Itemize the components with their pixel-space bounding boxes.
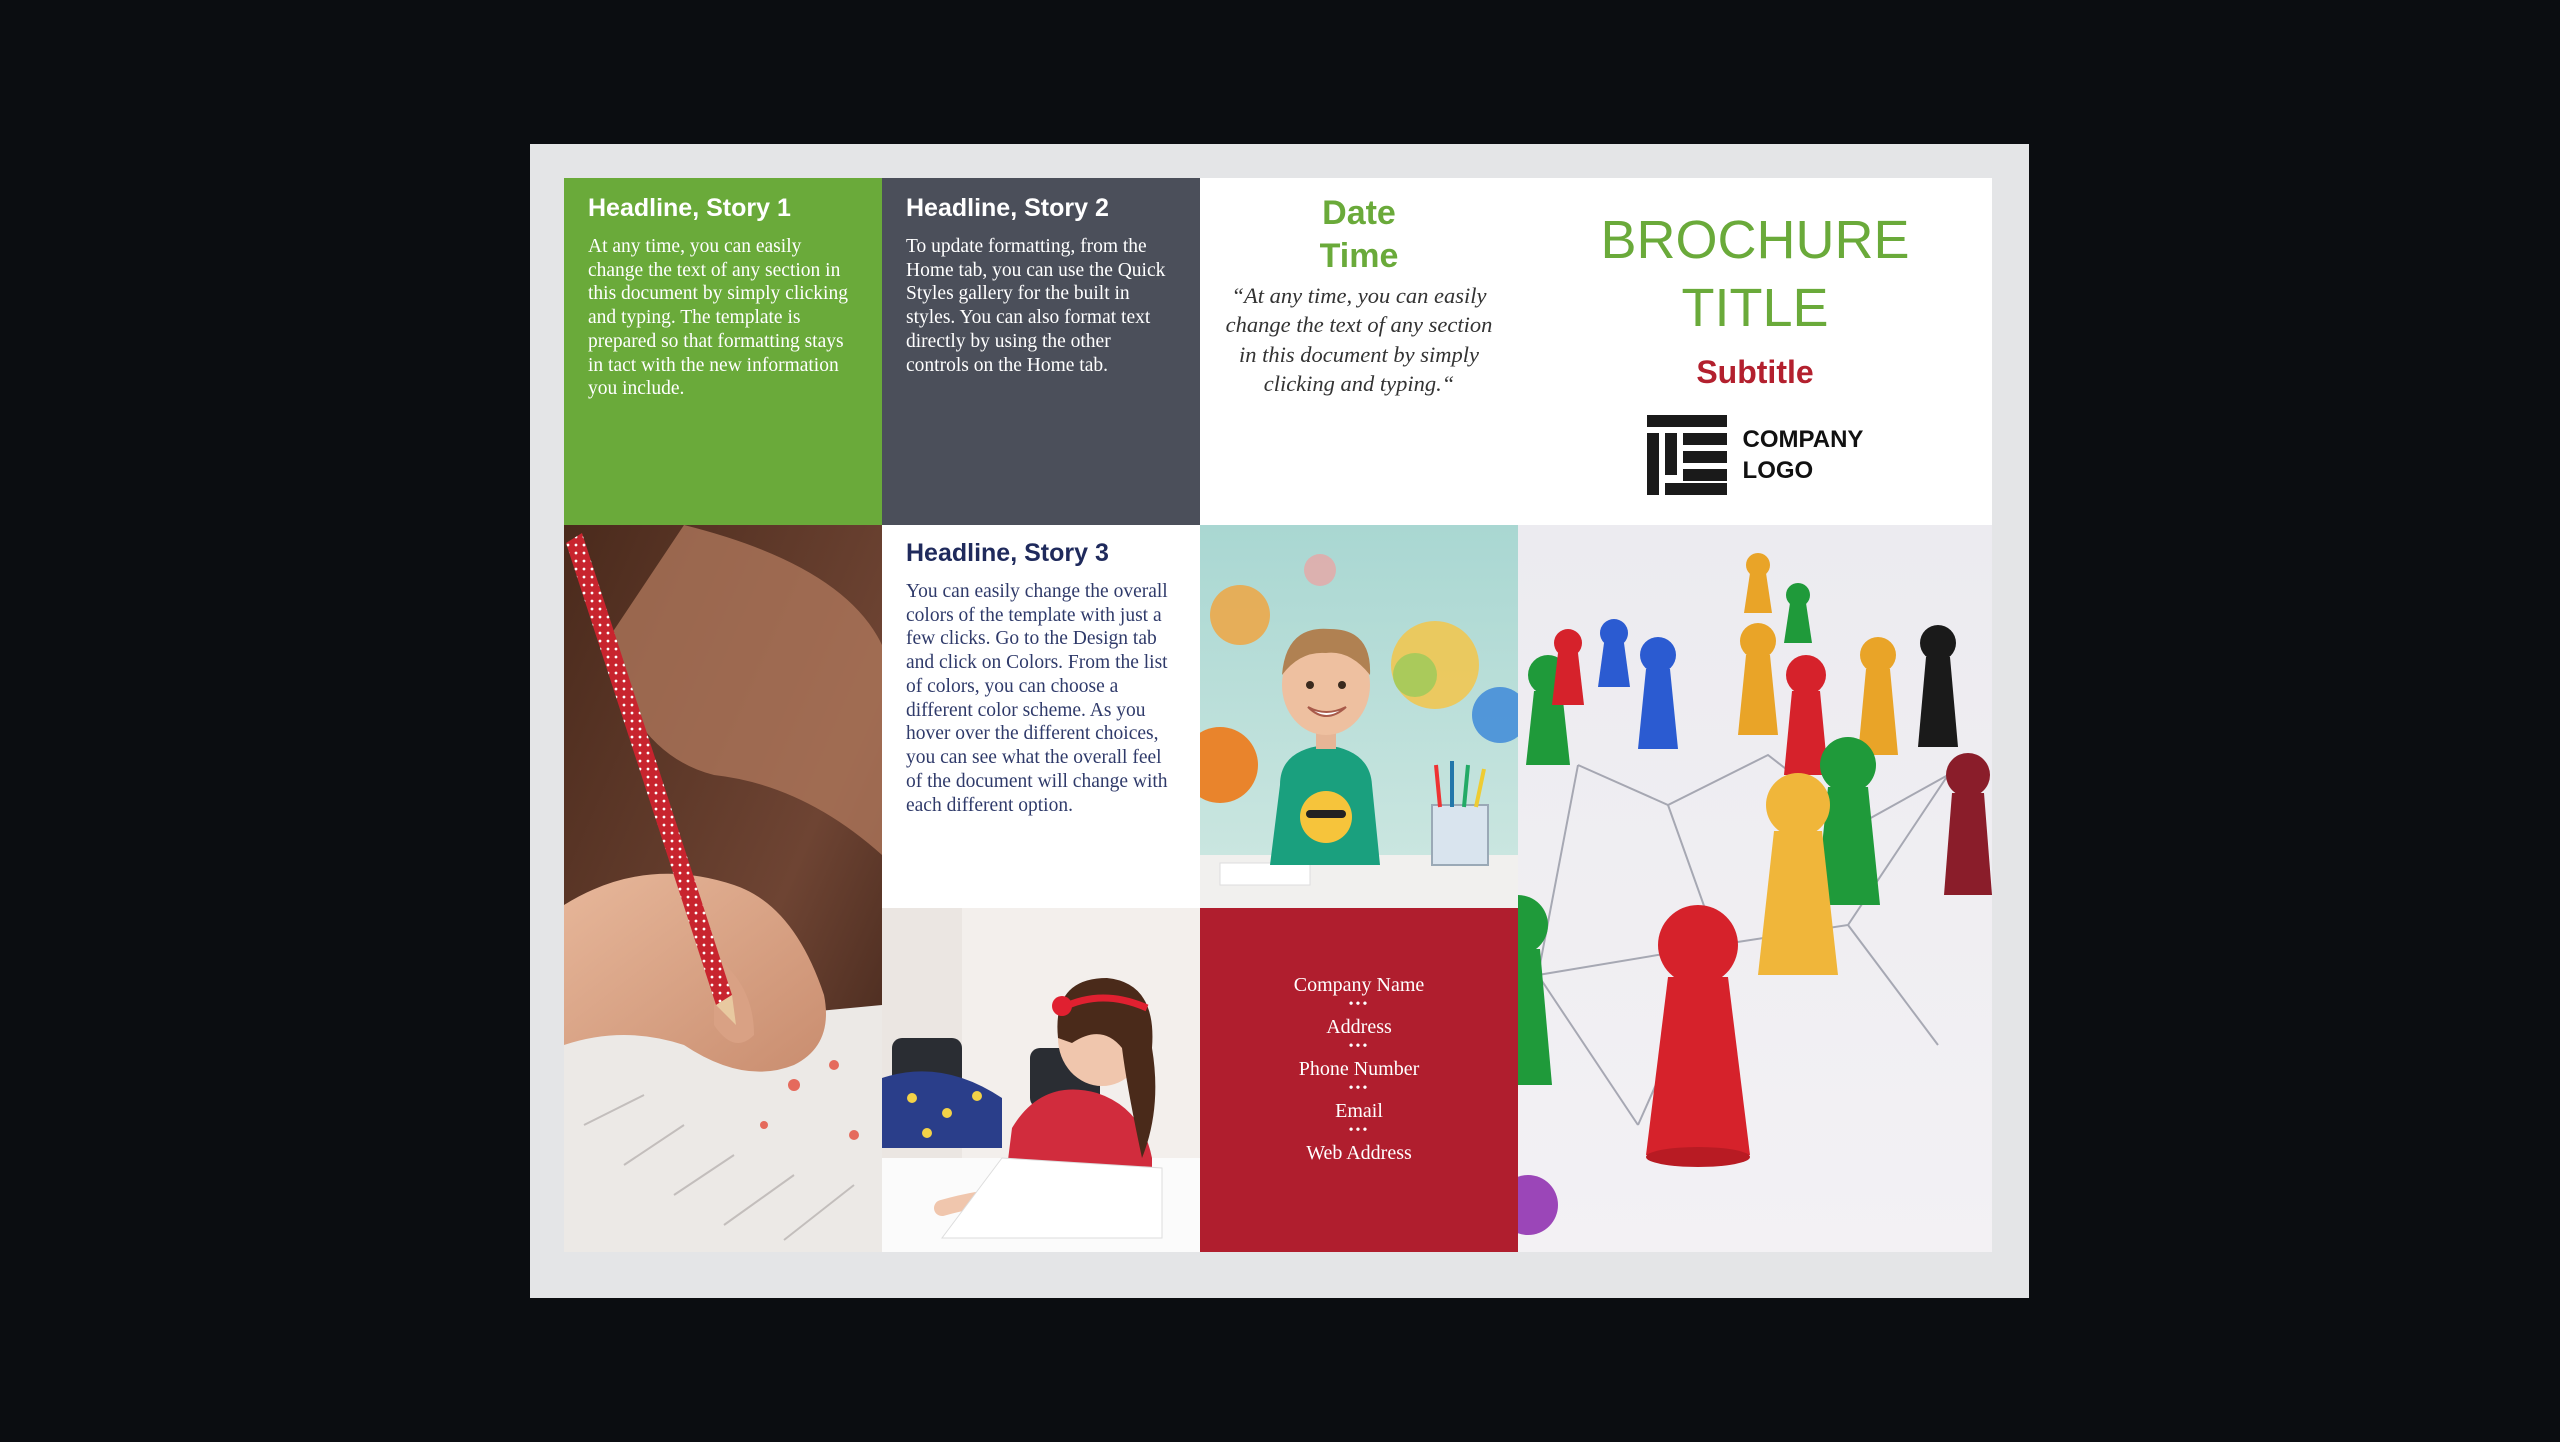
logo-mark-icon <box>1647 415 1727 495</box>
story-2-panel <box>882 178 1200 525</box>
date-time-panel <box>1200 178 1518 525</box>
game-pieces-photo <box>1518 525 1992 1252</box>
cover-panel <box>1518 178 1992 525</box>
web-address[interactable]: Web Address <box>1306 1142 1412 1164</box>
logo-text-line-2: LOGO <box>1742 457 1814 484</box>
smiling-boy-photo <box>1200 525 1518 908</box>
separator-dots: ••• <box>1348 1123 1370 1138</box>
story-2-body[interactable]: To update formatting, from the Home tab, you can use the Quick Styles gallery for the built in styles. You can also format text directly by using the other controls on the Home tab. <box>906 235 1166 376</box>
story-3-panel <box>882 525 1200 908</box>
company-name[interactable]: Company Name <box>1293 974 1425 996</box>
phone-number[interactable]: Phone Number <box>1298 1058 1420 1080</box>
girl-drawing-photo <box>882 908 1200 1252</box>
date-label[interactable]: Date <box>1322 194 1396 232</box>
brochure-sheet <box>530 144 2029 1298</box>
time-label[interactable]: Time <box>1319 236 1399 275</box>
separator-dots: ••• <box>1348 997 1370 1012</box>
email[interactable]: Email <box>1335 1100 1383 1122</box>
story-1-panel <box>564 178 882 525</box>
brochure-page <box>564 178 1992 1252</box>
address[interactable]: Address <box>1326 1016 1392 1038</box>
child-writing-photo <box>564 525 882 1252</box>
story-1-body[interactable]: At any time, you can easily change the text of any section in this document by simply clicking and typing. The template is prepared so that formatting stays in tact with the new information you include. <box>588 235 848 400</box>
brochure-title[interactable] <box>1518 206 1992 342</box>
separator-dots: ••• <box>1348 1081 1370 1096</box>
story-2-headline[interactable]: Headline, Story 2 <box>906 194 1109 222</box>
story-3-body[interactable]: You can easily change the overall colors of the template with just a few clicks. Go to the Design tab and click on Colors. From the list of colors, you can choose a different color scheme. As you hover over the different choices, you can see what the overall feel of the document will change with each different option. <box>906 580 1168 816</box>
company-logo-text <box>1743 424 1864 486</box>
pull-quote[interactable]: “At any time, you can easily change the text of any section in this document by simply clicking and typing.“ <box>1225 283 1493 396</box>
brochure-subtitle[interactable]: Subtitle <box>1696 354 1814 390</box>
separator-dots: ••• <box>1348 1039 1370 1054</box>
contact-panel <box>1200 908 1518 1252</box>
brochure-title-line-2: TITLE <box>1681 278 1829 338</box>
story-1-headline[interactable]: Headline, Story 1 <box>588 194 791 222</box>
story-3-headline[interactable]: Headline, Story 3 <box>906 539 1109 567</box>
company-logo[interactable] <box>1518 415 1992 495</box>
brochure-title-line-1: BROCHURE <box>1600 210 1910 270</box>
logo-text-line-1: COMPANY <box>1742 425 1864 453</box>
